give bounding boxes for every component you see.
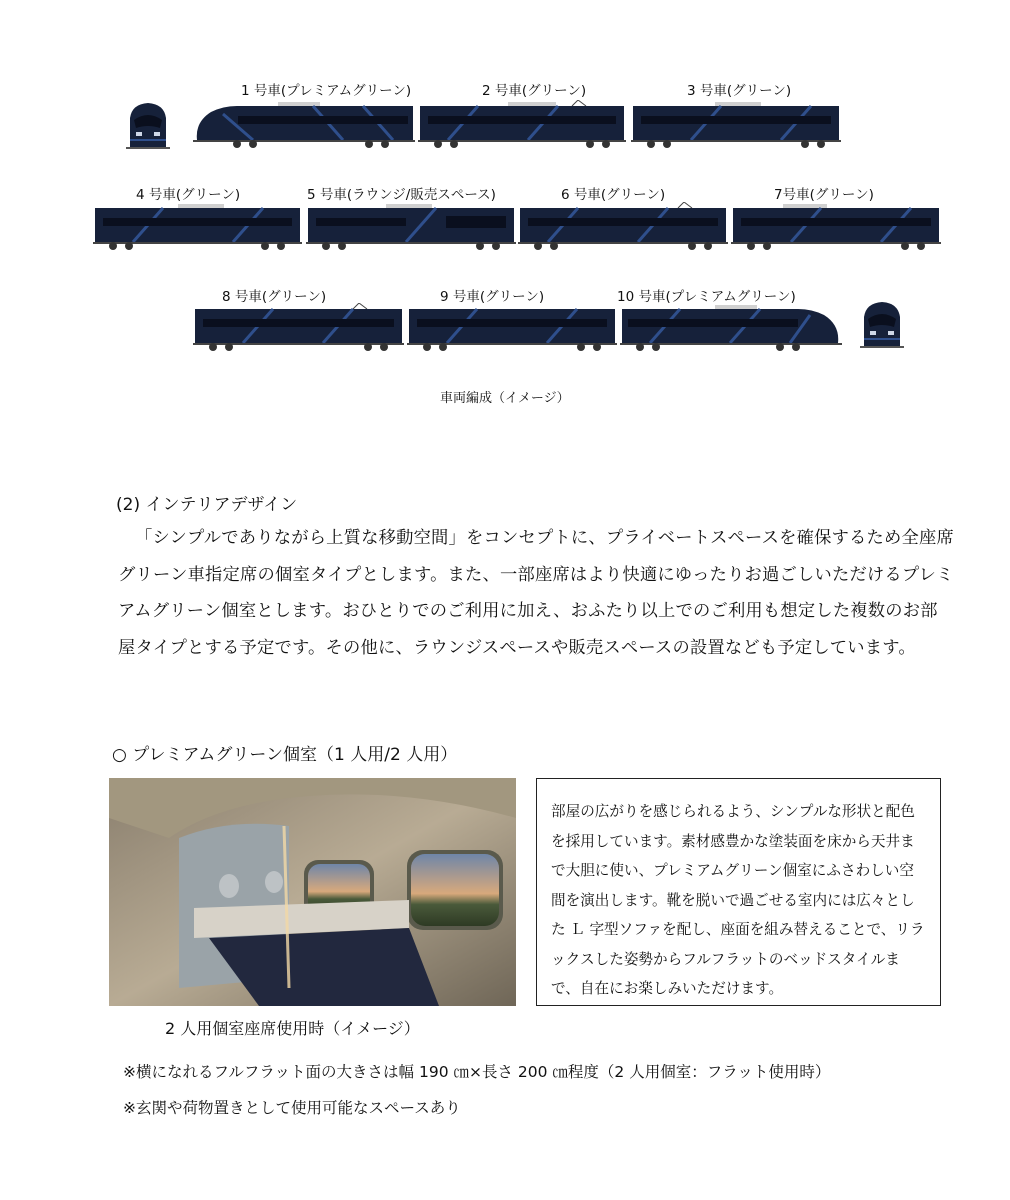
car-label-3: 3 号車(グリーン) xyxy=(687,83,792,99)
car-3-green xyxy=(631,100,841,148)
car-2-green xyxy=(418,100,626,148)
car-5-lounge xyxy=(306,202,516,250)
note-fullflat-size: ※横になれるフルフラット面の大きさは幅 190 ㎝×長さ 200 ㎝程度（2 人用個室：フラット使用時） xyxy=(123,1063,831,1081)
train-front-view-right xyxy=(858,299,906,353)
car-label-1: 1 号車(プレミアムグリーン) xyxy=(241,83,412,99)
car-10-premium-green xyxy=(620,303,842,351)
section-title: (2) インテリアデザイン xyxy=(116,495,298,515)
section-paragraph: 「シンプルでありながら上質な移動空間」をコンセプトに、プライベートスペースを確保するため全座席グリーン車指定席の個室タイプとします。また、一部座席はより快適にゆったりお過ごしいただけるプレミアムグリーン個室とします。おひとりでのご利用に加え、おふたり以上でのご利用も想定した複数のお部屋タイプとする予定です。その他に、ラウンジスペースや販売スペースの設置なども予定しています。 xyxy=(118,528,954,658)
room-title: ○ プレミアムグリーン個室（1 人用/2 人用） xyxy=(112,745,458,765)
train-front-view-left xyxy=(124,100,172,154)
room-description-box: 部屋の広がりを感じられるよう、シンプルな形状と配色を採用しています。素材感豊かな塗装面を床から天井まで大胆に使い、プレミアムグリーン個室にふさわしい空間を演出します。靴を脱いで過ごせる室内には広々とした Ｌ 字型ソファを配し、座面を組み替えることで、リラックスした姿勢からフルフラットのベッドスタイルまで、自在にお楽しみいただけます。 xyxy=(536,778,941,1006)
note-entrance-space: ※玄関や荷物置きとして使用可能なスペースあり xyxy=(123,1099,461,1117)
car-label-7: 7号車(グリーン) xyxy=(774,187,874,203)
car-9-green xyxy=(407,303,617,351)
car-label-8: 8 号車(グリーン) xyxy=(222,289,327,305)
car-7-green xyxy=(731,202,941,250)
photo-caption: 2 人用個室座席使用時（イメージ） xyxy=(165,1019,420,1038)
car-label-6: 6 号車(グリーン) xyxy=(561,187,666,203)
car-label-5: 5 号車(ラウンジ/販売スペース) xyxy=(307,187,496,203)
car-label-4: 4 号車(グリーン) xyxy=(136,187,241,203)
car-label-10: 10 号車(プレミアムグリーン) xyxy=(617,289,796,305)
formation-caption: 車両編成（イメージ） xyxy=(440,391,570,406)
car-label-2: 2 号車(グリーン) xyxy=(482,83,587,99)
car-8-green xyxy=(193,303,404,351)
car-1-premium-green xyxy=(193,100,415,148)
car-6-green xyxy=(518,202,728,250)
car-label-9: 9 号車(グリーン) xyxy=(440,289,545,305)
car-4-green xyxy=(93,202,302,250)
room-interior-photo xyxy=(109,778,516,1006)
